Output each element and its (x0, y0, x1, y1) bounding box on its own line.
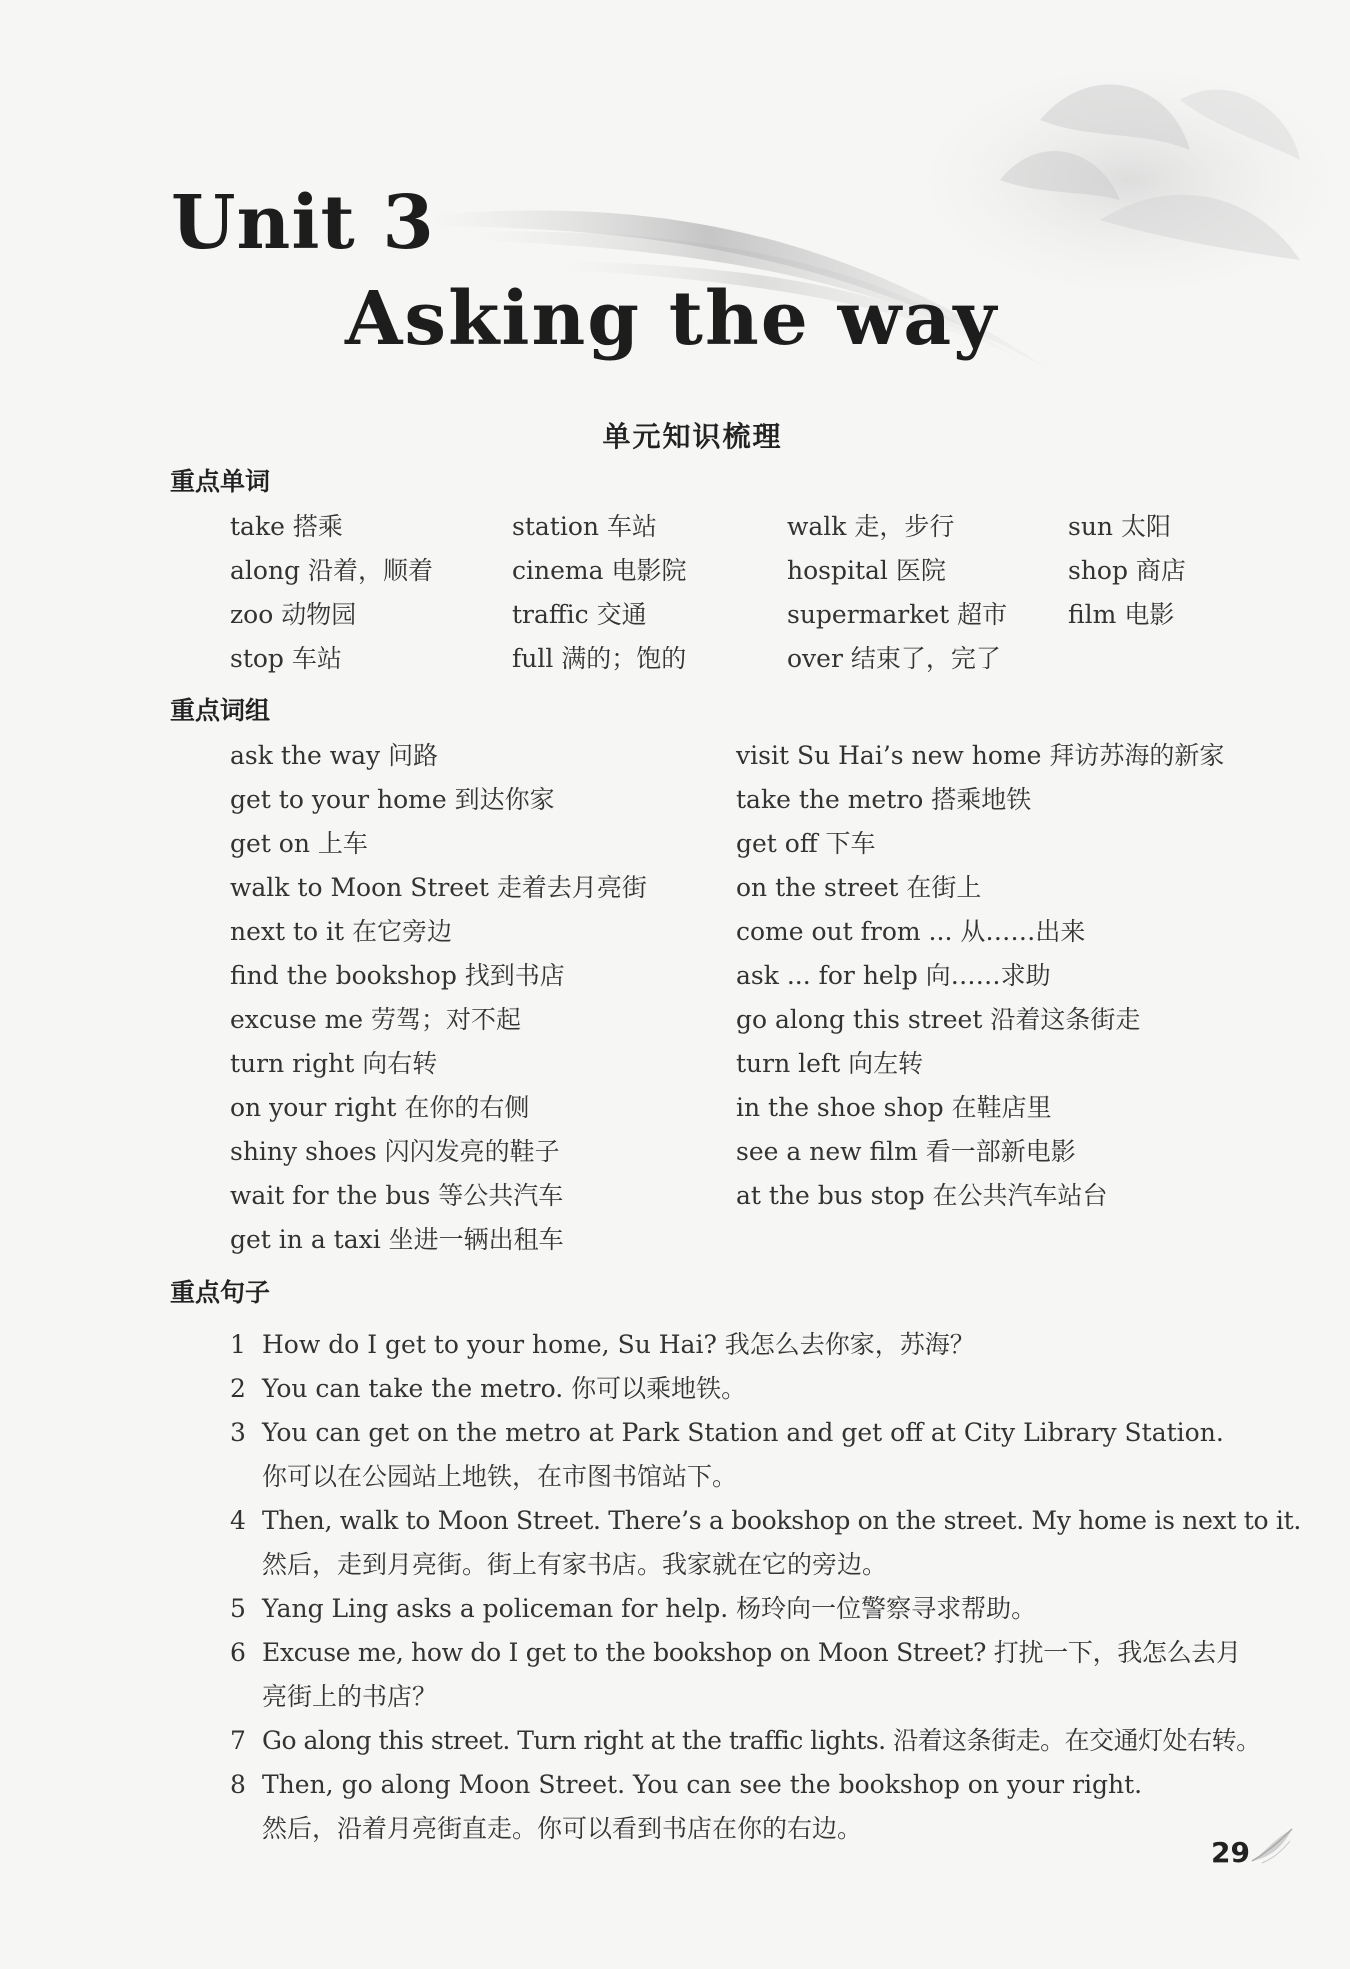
sentence-text: Yang Ling asks a policeman for help. 杨玲向一位警察寻求帮助。 (262, 1594, 1037, 1623)
vocab-item: supermarket 超市 (787, 600, 1008, 629)
vocab-item: shop 商店 (1068, 556, 1186, 585)
sentence-text: Then, walk to Moon Street. There’s a bookshop on the street. My home is next to it. (262, 1506, 1301, 1535)
sentence-text: Excuse me, how do I get to the bookshop on Moon Street? 打扰一下，我怎么去月 (262, 1638, 1241, 1667)
sentence-item (230, 1719, 1261, 1763)
phrase-item: come out from ... 从……出来 (736, 917, 1086, 946)
sentence-text: You can take the metro. 你可以乘地铁。 (262, 1374, 747, 1403)
sentence-translation: 然后，走到月亮街。街上有家书店。我家就在它的旁边。 (262, 1550, 888, 1579)
vocab-item: take 搭乘 (230, 512, 343, 541)
phrase-item: find the bookshop 找到书店 (230, 961, 565, 990)
phrase-item: get off 下车 (736, 829, 876, 858)
vocab-heading: 重点单词 (170, 467, 271, 496)
sentence-text: Then, go along Moon Street. You can see the bookshop on your right. (262, 1770, 1143, 1799)
vocab-item: full 满的；饱的 (512, 644, 687, 673)
phrase-item: wait for the bus 等公共汽车 (230, 1181, 564, 1210)
phrases-heading: 重点词组 (170, 696, 271, 725)
vocab-item: along 沿着，顺着 (230, 556, 434, 585)
phrase-item: shiny shoes 闪闪发亮的鞋子 (230, 1137, 560, 1166)
sentence-translation: 你可以在公园站上地铁，在市图书馆站下。 (262, 1462, 738, 1491)
vocab-item: traffic 交通 (512, 600, 647, 629)
phrase-item: get to your home 到达你家 (230, 785, 555, 814)
sentence-item (230, 1411, 1240, 1499)
phrase-list (230, 741, 1250, 1269)
phrase-item: next to it 在它旁边 (230, 917, 453, 946)
sentence-number: 4 (230, 1506, 246, 1535)
vocab-item: over 结束了，完了 (787, 644, 1001, 673)
phrase-item: see a new film 看一部新电影 (736, 1137, 1076, 1166)
vocab-item: hospital 医院 (787, 556, 946, 585)
leaf-icon (1248, 1825, 1296, 1865)
vocab-item: cinema 电影院 (512, 556, 687, 585)
sentence-text: You can get on the metro at Park Station and get off at City Library Station. (262, 1418, 1224, 1447)
phrase-item: turn right 向右转 (230, 1049, 438, 1078)
sentence-item (230, 1367, 1240, 1411)
sentence-item (230, 1631, 1240, 1719)
vocab-item: film 电影 (1068, 600, 1175, 629)
phrase-item: visit Su Hai’s new home 拜访苏海的新家 (736, 741, 1225, 770)
sentence-item (230, 1587, 1240, 1631)
phrase-item: go along this street 沿着这条街走 (736, 1005, 1141, 1034)
section-title: 单元知识梳理 (602, 420, 783, 453)
sentence-item (230, 1323, 1240, 1367)
sentence-text: How do I get to your home, Su Hai? 我怎么去你家，苏海？ (262, 1330, 975, 1359)
sentence-number: 3 (230, 1418, 246, 1447)
vocab-item: walk 走，步行 (787, 512, 955, 541)
phrase-item: walk to Moon Street 走着去月亮街 (230, 873, 647, 902)
vocab-list (230, 512, 1250, 688)
phrase-item: get in a taxi 坐进一辆出租车 (230, 1225, 564, 1254)
sentence-item (230, 1499, 1301, 1587)
page-number: 29 (1211, 1836, 1250, 1869)
sentence-translation: 然后，沿着月亮街直走。你可以看到书店在你的右边。 (262, 1814, 863, 1843)
sentence-number: 8 (230, 1770, 246, 1799)
sentence-number: 2 (230, 1374, 246, 1403)
sentence-number: 6 (230, 1638, 246, 1667)
vocab-item: sun 太阳 (1068, 512, 1171, 541)
phrase-item: ask ... for help 向……求助 (736, 961, 1051, 990)
phrase-item: on the street 在街上 (736, 873, 982, 902)
sentence-text-continued: 亮街上的书店？ (262, 1682, 438, 1711)
sentence-number: 1 (230, 1330, 246, 1359)
phrase-item: ask the way 问路 (230, 741, 439, 770)
phrase-item: get on 上车 (230, 829, 368, 858)
phrase-item: turn left 向左转 (736, 1049, 924, 1078)
phrase-item: excuse me 劳驾；对不起 (230, 1005, 522, 1034)
sentences-heading: 重点句子 (170, 1278, 271, 1307)
vocab-item: zoo 动物园 (230, 600, 357, 629)
sentence-item (230, 1763, 1240, 1851)
phrase-item: in the shoe shop 在鞋店里 (736, 1093, 1052, 1122)
unit-title: Asking the way (345, 276, 999, 362)
sentence-number: 7 (230, 1726, 246, 1755)
sentence-text: Go along this street. Turn right at the traffic lights. 沿着这条街走。在交通灯处右转。 (262, 1726, 1261, 1755)
phrase-item: on your right 在你的右侧 (230, 1093, 530, 1122)
sentence-list (230, 1323, 1301, 1851)
vocab-item: station 车站 (512, 512, 657, 541)
unit-number: Unit 3 (171, 180, 435, 266)
phrase-item: take the metro 搭乘地铁 (736, 785, 1032, 814)
phrase-item: at the bus stop 在公共汽车站台 (736, 1181, 1108, 1210)
sentence-number: 5 (230, 1594, 246, 1623)
vocab-item: stop 车站 (230, 644, 342, 673)
